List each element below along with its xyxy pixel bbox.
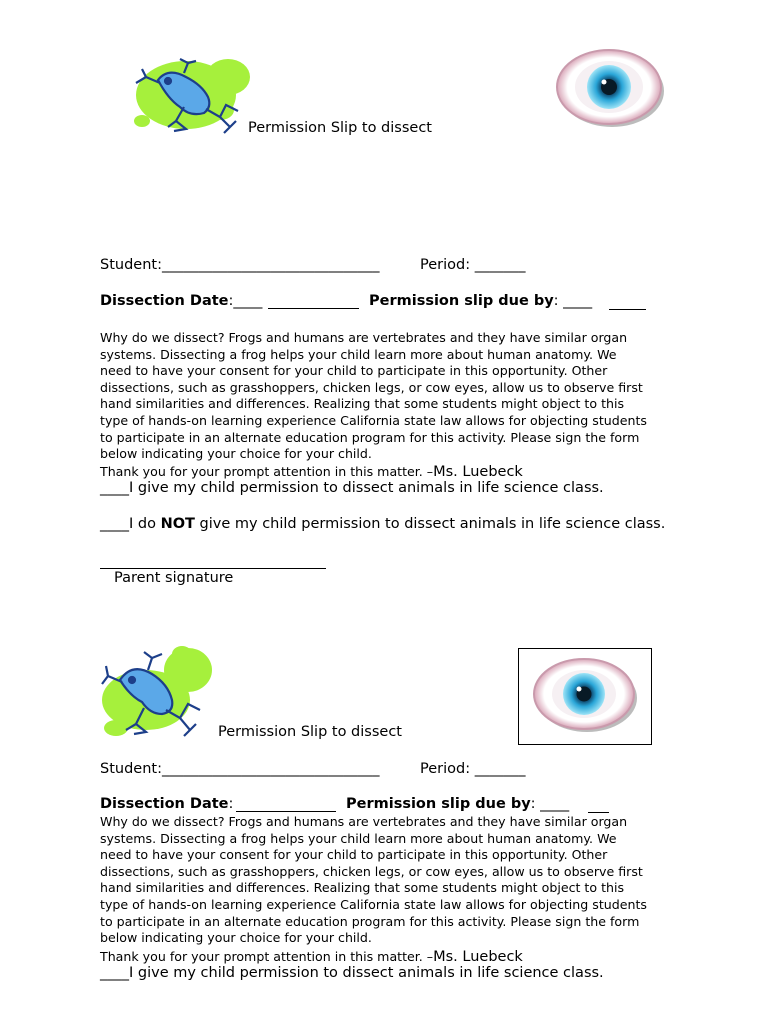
teacher-name: Ms. Luebeck (433, 464, 523, 480)
no-permission-blank: ____I do (100, 516, 161, 532)
due-date-blank: : ____ (553, 293, 593, 309)
due-date-row (369, 293, 592, 309)
thanks-text: Thank you for your prompt attention in this matter. – (100, 464, 434, 479)
no-permission-option[interactable] (100, 516, 665, 532)
dissection-date-blank: :____ (228, 293, 263, 309)
frog-clipart-icon (128, 55, 253, 135)
student-field: Student:______________________________ (100, 761, 380, 777)
thanks-text: Thank you for your prompt attention in this matter. – (100, 949, 434, 964)
due-date-line-tail (609, 309, 646, 310)
dissection-date-label: Dissection Date (100, 796, 229, 812)
thanks-line (100, 461, 523, 480)
explanation-paragraph: Why do we dissect? Frogs and humans are vertebrates and they have similar organ systems. Dissecting a frog helps your child learn more about human anatomy. We need to have your consent for your child to participate in this opportunity. Other dissections, such as grasshoppers, chicken legs, or cow eyes, allow us to observe first hand similarities and differences. Realizing that some students might object to this type of hands-on learning experience California state law allows for objecting students to participate in an alternate education program for this activity. Please sign the form below indicating your choice for your child. (100, 814, 647, 946)
give-permission-option[interactable]: ____I give my child permission to dissect animals in life science class. (100, 965, 604, 981)
due-date-blank: : ____ (530, 796, 570, 812)
dissection-date-label: Dissection Date (100, 293, 229, 309)
due-date-row (346, 796, 569, 812)
due-date-line-tail (588, 812, 609, 813)
eye-clipart-icon (555, 47, 667, 129)
dissection-date-row (100, 293, 262, 309)
dissection-date-line (268, 308, 359, 309)
due-date-label: Permission slip due by (346, 796, 531, 812)
eye-clipart-icon (531, 656, 639, 734)
dissection-date-row (100, 796, 233, 812)
no-permission-rest: give my child permission to dissect animals in life science class. (194, 516, 666, 532)
give-permission-option[interactable]: ____I give my child permission to dissect animals in life science class. (100, 480, 604, 496)
due-date-label: Permission slip due by (369, 293, 554, 309)
slip-title: Permission Slip to dissect (218, 724, 402, 740)
signature-label: Parent signature (114, 570, 234, 586)
period-field: Period: _______ (420, 257, 526, 273)
signature-line[interactable] (100, 568, 326, 569)
slip-title: Permission Slip to dissect (248, 120, 432, 136)
teacher-name: Ms. Luebeck (433, 949, 523, 965)
not-emphasis: NOT (160, 516, 195, 532)
dissection-date-line (236, 811, 336, 812)
period-field: Period: _______ (420, 761, 526, 777)
thanks-line (100, 946, 523, 965)
explanation-paragraph: Why do we dissect? Frogs and humans are vertebrates and they have similar organ systems. Dissecting a frog helps your child learn more about human anatomy. We need to have your consent for your child to participate in this opportunity. Other dissections, such as grasshoppers, chicken legs, or cow eyes, allow us to observe first hand similarities and differences. Realizing that some students might object to this type of hands-on learning experience California state law allows for objecting students to participate in an alternate education program for this activity. Please sign the form below indicating your choice for your child. (100, 330, 647, 462)
dissection-date-blank: : (228, 796, 234, 812)
frog-clipart-icon (96, 640, 216, 740)
student-field: Student:______________________________ (100, 257, 380, 273)
